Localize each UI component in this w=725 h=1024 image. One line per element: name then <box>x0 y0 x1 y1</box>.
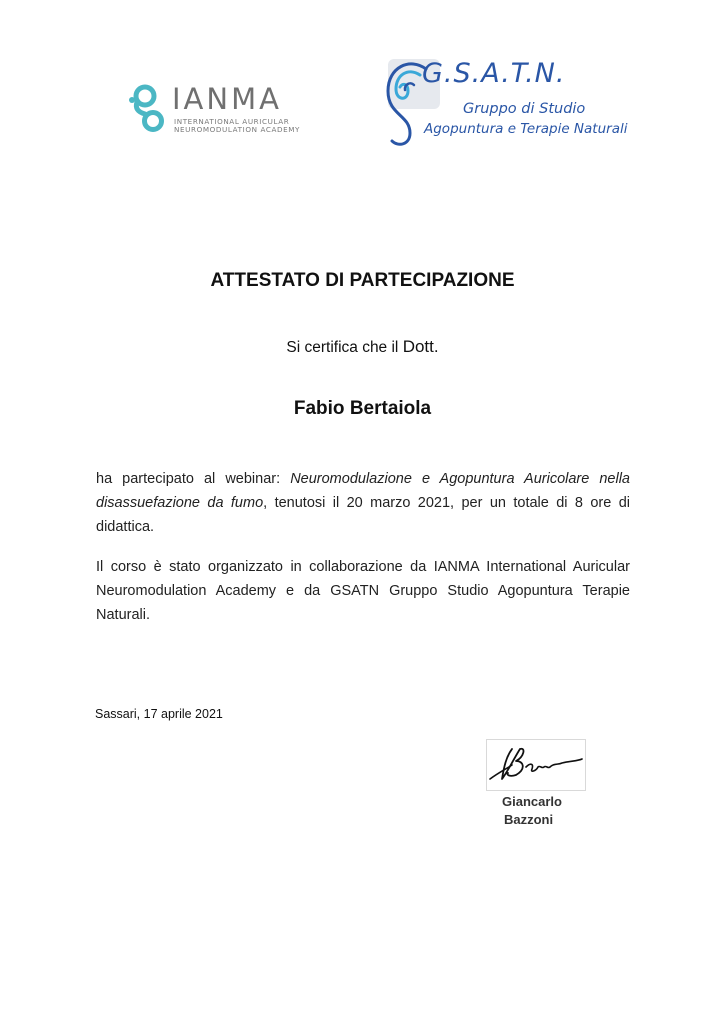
ianma-logo-icon <box>128 78 168 138</box>
recipient-name: Fabio Bertaiola <box>293 398 432 419</box>
participation-paragraph <box>96 467 630 539</box>
participation-details: , tenutosi il 20 marzo 2021, per un totale di 8 ore di didattica. <box>96 495 630 535</box>
organization-paragraph: Il corso è stato organizzato in collaborazione da IANMA International Auricular Neuromodulation Academy e da GSATN Gruppo Studio Agopuntura Terapie Naturali. <box>96 559 630 623</box>
ianma-wordmark: IANMA <box>172 82 282 116</box>
participation-prefix: ha partecipato al webinar: <box>96 471 291 487</box>
gsatn-logo <box>380 55 628 151</box>
signature-image <box>486 739 586 791</box>
signer-name <box>502 793 562 829</box>
ianma-subtitle-line1: INTERNATIONAL AURICULAR <box>174 117 290 126</box>
ianma-subtitle-line2: NEUROMODULATION ACADEMY <box>174 125 301 134</box>
certificate-title: ATTESTATO DI PARTECIPAZIONE <box>210 270 515 291</box>
gsatn-wordmark: G.S.A.T.N. <box>422 58 566 89</box>
certification-line <box>0 337 725 357</box>
gsatn-subtitle-line2: Agopuntura e Terapie Naturali <box>424 121 628 137</box>
signer-last-name: Bazzoni <box>504 812 554 827</box>
gsatn-subtitle-line1: Gruppo di Studio <box>463 101 586 117</box>
course-title: Neuromodulazione e Agopuntura Auricolare nella disassuefazione da fumo <box>96 471 630 511</box>
place-date: Sassari, 17 aprile 2021 <box>95 707 223 721</box>
certification-prefix: Si certifica che il <box>286 339 403 356</box>
ianma-logo <box>128 78 318 140</box>
certification-honorific: Dott. <box>402 337 439 356</box>
signer-first-name: Giancarlo <box>502 794 562 809</box>
